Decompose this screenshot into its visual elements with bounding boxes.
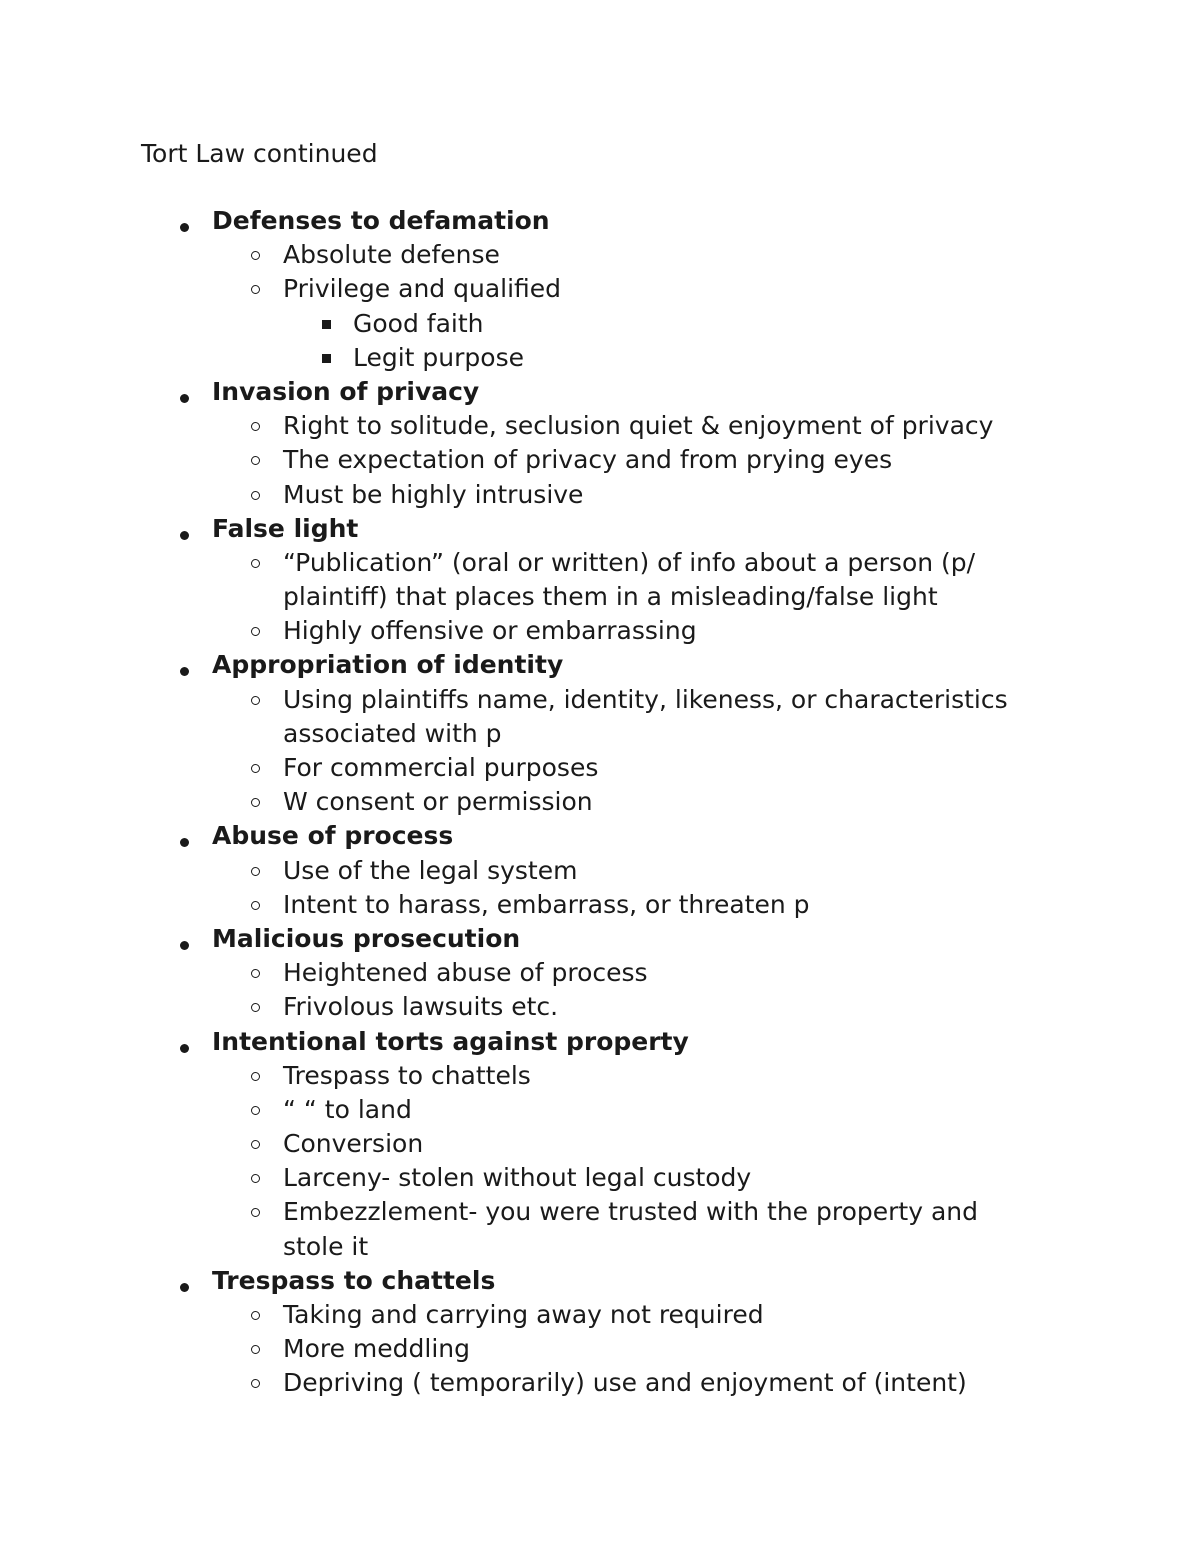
list-item-text: Depriving ( temporarily) use and enjoyment of (intent) xyxy=(283,1368,967,1398)
list-item-text: Right to solitude, seclusion quiet & enjoyment of privacy xyxy=(283,411,994,441)
list-item-level-1 xyxy=(0,1161,1200,1195)
list-item-text: Use of the legal system xyxy=(283,855,578,885)
filled-circle-bullet-icon xyxy=(174,1264,194,1298)
list-item-level-1 xyxy=(0,854,1200,888)
list-item-text: Invasion of privacy xyxy=(212,376,480,406)
list-item-level-1 xyxy=(0,614,1200,648)
list-item-text: Embezzlement- you were trusted with the property and xyxy=(283,1197,978,1227)
hollow-circle-bullet-icon xyxy=(245,683,265,718)
list-item-level-1 xyxy=(0,1093,1200,1127)
filled-circle-bullet-icon xyxy=(174,648,194,682)
list-item-text: Taking and carrying away not required xyxy=(283,1300,764,1329)
filled-circle-bullet-icon xyxy=(174,375,194,409)
hollow-circle-bullet-icon xyxy=(245,1059,265,1094)
list-item-text: Malicious prosecution xyxy=(212,923,521,953)
list-item-level-0 xyxy=(0,922,1200,956)
list-item-level-0 xyxy=(0,204,1200,238)
hollow-circle-bullet-icon xyxy=(245,990,265,1025)
hollow-circle-bullet-icon xyxy=(245,272,265,307)
list-item-text: Frivolous lawsuits etc. xyxy=(283,992,559,1022)
list-item-text: Trespass to chattels xyxy=(283,1060,531,1090)
list-item-text: For commercial purposes xyxy=(283,753,599,782)
hollow-circle-bullet-icon xyxy=(245,956,265,991)
hollow-circle-bullet-icon xyxy=(245,1366,265,1401)
list-item-text: stole it xyxy=(283,1231,369,1261)
list-item-text: “ “ to land xyxy=(283,1094,412,1124)
list-item-continuation xyxy=(0,580,1200,614)
hollow-circle-bullet-icon xyxy=(245,1161,265,1196)
hollow-circle-bullet-icon xyxy=(245,546,265,581)
hollow-circle-bullet-icon xyxy=(245,238,265,273)
list-item-text: More meddling xyxy=(283,1334,470,1364)
list-item-text: Heightened abuse of process xyxy=(283,958,648,988)
square-bullet-icon xyxy=(316,307,336,342)
filled-circle-bullet-icon xyxy=(174,204,194,238)
hollow-circle-bullet-icon xyxy=(245,854,265,889)
list-item-text: Defenses to defamation xyxy=(212,206,550,235)
list-item-text: False light xyxy=(212,513,359,543)
list-item-level-0 xyxy=(0,819,1200,853)
list-item-level-1 xyxy=(0,1195,1200,1229)
list-item-text: Privilege and qualified xyxy=(283,274,562,304)
hollow-circle-bullet-icon xyxy=(245,888,265,923)
list-item-text: W consent or permission xyxy=(283,787,593,817)
list-item-text: plaintiff) that places them in a misleading/false light xyxy=(283,582,938,612)
list-item-level-1 xyxy=(0,990,1200,1024)
bullet-outline xyxy=(0,204,1200,1401)
list-item-continuation xyxy=(0,717,1200,751)
hollow-circle-bullet-icon xyxy=(245,1093,265,1128)
list-item-level-0 xyxy=(0,375,1200,409)
list-item-text: Conversion xyxy=(283,1129,424,1159)
list-item-text: associated with p xyxy=(283,718,502,748)
list-item-level-0 xyxy=(0,1025,1200,1059)
list-item-level-1 xyxy=(0,1059,1200,1093)
hollow-circle-bullet-icon xyxy=(245,1195,265,1230)
list-item-text: Intent to harass, embarrass, or threaten p xyxy=(283,889,810,919)
hollow-circle-bullet-icon xyxy=(245,614,265,649)
hollow-circle-bullet-icon xyxy=(245,478,265,513)
filled-circle-bullet-icon xyxy=(174,922,194,956)
list-item-text: Abuse of process xyxy=(212,821,454,851)
list-item-text: Appropriation of identity xyxy=(212,650,564,680)
list-item-text: Using plaintiffs name, identity, likeness, or characteristics xyxy=(283,684,1008,714)
hollow-circle-bullet-icon xyxy=(245,1332,265,1367)
list-item-level-2 xyxy=(0,341,1200,375)
list-item-level-1 xyxy=(0,785,1200,819)
filled-circle-bullet-icon xyxy=(174,512,194,546)
hollow-circle-bullet-icon xyxy=(245,1298,265,1333)
list-item-level-2 xyxy=(0,307,1200,341)
list-item-level-1 xyxy=(0,238,1200,272)
list-item-text: Absolute defense xyxy=(283,240,500,270)
list-item-level-1 xyxy=(0,546,1200,580)
list-item-level-1 xyxy=(0,409,1200,443)
hollow-circle-bullet-icon xyxy=(245,443,265,478)
list-item-text: Intentional torts against property xyxy=(212,1026,689,1056)
list-item-level-0 xyxy=(0,1264,1200,1298)
list-item-level-1 xyxy=(0,1332,1200,1366)
list-item-level-1 xyxy=(0,1298,1200,1332)
list-item-level-0 xyxy=(0,648,1200,682)
list-item-text: Trespass to chattels xyxy=(212,1265,496,1295)
document-title: Tort Law continued xyxy=(141,139,378,168)
list-item-level-1 xyxy=(0,272,1200,306)
list-item-level-0 xyxy=(0,512,1200,546)
filled-circle-bullet-icon xyxy=(174,1025,194,1059)
list-item-level-1 xyxy=(0,1366,1200,1400)
list-item-text: Must be highly intrusive xyxy=(283,479,584,509)
list-item-text: Larceny- stolen without legal custody xyxy=(283,1163,752,1193)
list-item-text: “Publication” (oral or written) of info about a person (p/ xyxy=(283,547,976,577)
list-item-level-1 xyxy=(0,443,1200,477)
list-item-level-1 xyxy=(0,683,1200,717)
list-item-level-1 xyxy=(0,1127,1200,1161)
list-item-level-1 xyxy=(0,956,1200,990)
hollow-circle-bullet-icon xyxy=(245,751,265,786)
list-item-continuation xyxy=(0,1230,1200,1264)
list-item-text: Legit purpose xyxy=(353,342,524,372)
list-item-level-1 xyxy=(0,751,1200,785)
hollow-circle-bullet-icon xyxy=(245,785,265,820)
list-item-text: Good faith xyxy=(353,308,484,338)
list-item-level-1 xyxy=(0,888,1200,922)
square-bullet-icon xyxy=(316,341,336,376)
filled-circle-bullet-icon xyxy=(174,819,194,853)
hollow-circle-bullet-icon xyxy=(245,1127,265,1162)
hollow-circle-bullet-icon xyxy=(245,409,265,444)
list-item-level-1 xyxy=(0,478,1200,512)
list-item-text: The expectation of privacy and from prying eyes xyxy=(283,445,893,475)
list-item-text: Highly offensive or embarrassing xyxy=(283,616,697,646)
